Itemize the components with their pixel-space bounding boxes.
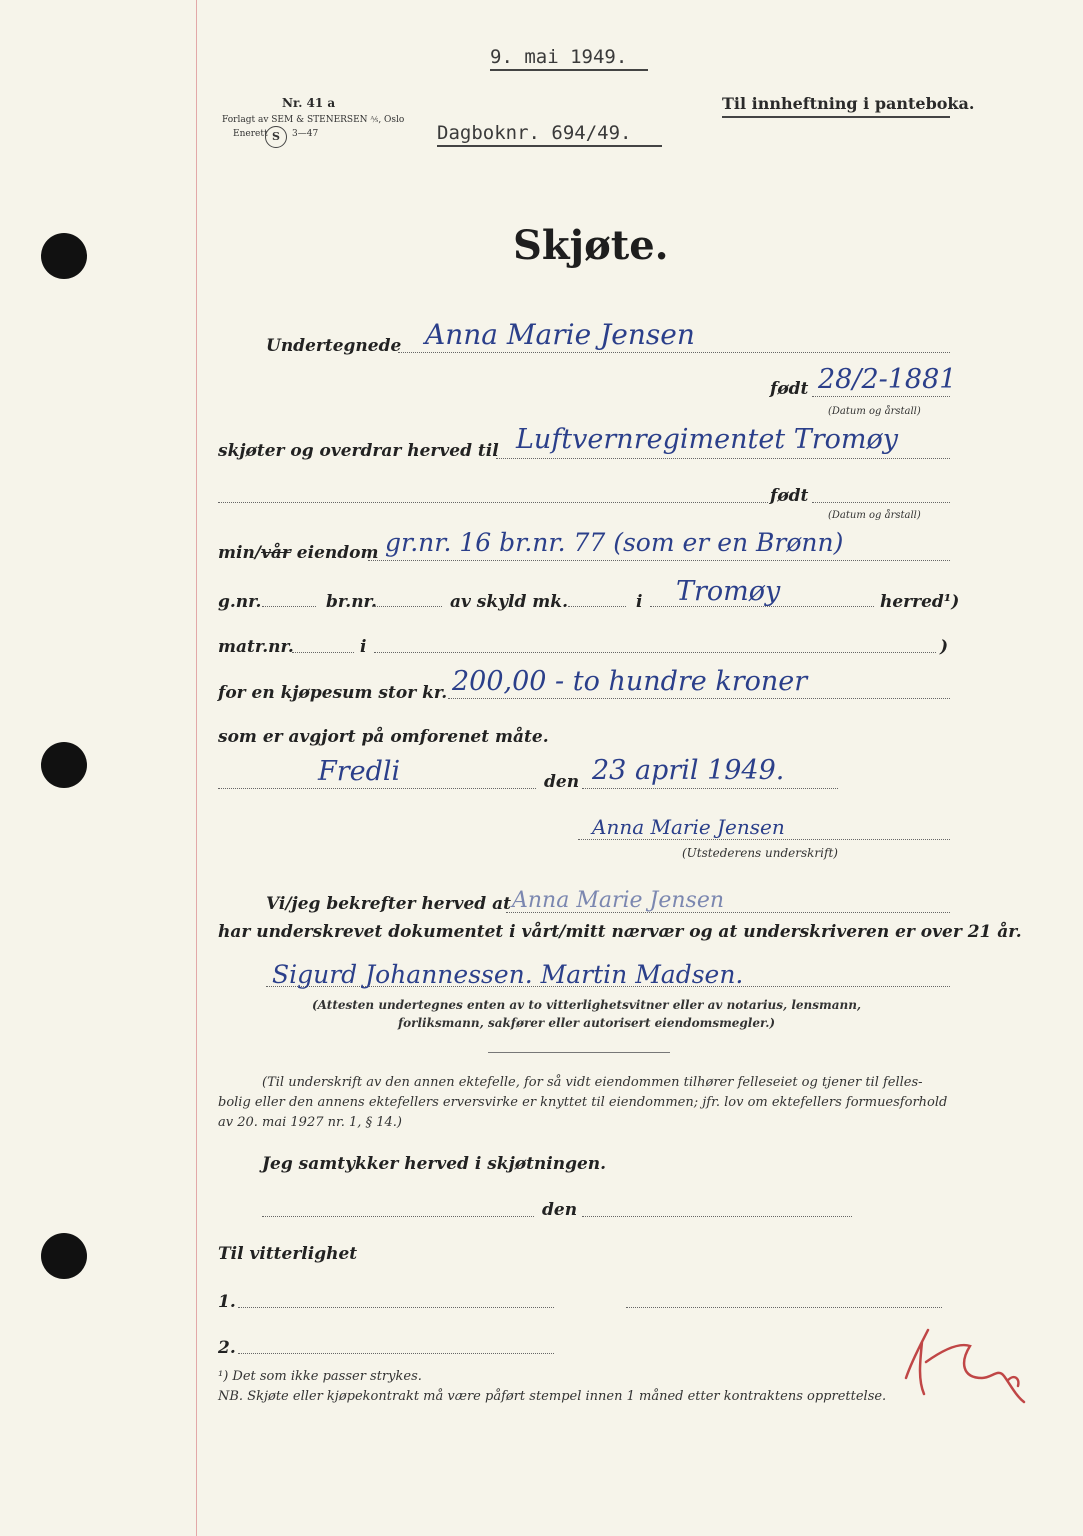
date-stamp: 9. mai 1949. bbox=[490, 46, 628, 68]
attest-label: Vi/jeg bekrefter herved at bbox=[266, 894, 511, 914]
witness-1-line-a bbox=[238, 1307, 554, 1308]
skyld-line bbox=[568, 606, 626, 607]
den-label: den bbox=[544, 772, 580, 792]
attest-hint-1: (Attesten undertegnes enten av to vitterlighetsvitner eller av notarius, lensmann, bbox=[312, 998, 862, 1012]
margin-line bbox=[196, 0, 197, 1536]
separator-line bbox=[488, 1052, 670, 1053]
kjopesum-value: 200,00 - to hundre kroner bbox=[452, 666, 808, 697]
document-title: Skjøte. bbox=[513, 222, 669, 269]
witness-2-line bbox=[238, 1353, 554, 1354]
witness-signatures: Sigurd Johannessen. Martin Madsen. bbox=[272, 960, 744, 989]
attest-statement: har underskrevet dokumentet i vårt/mitt nærvær og at underskriveren er over 21 år. bbox=[218, 922, 1022, 942]
attest-name-value: Anna Marie Jensen bbox=[512, 888, 725, 913]
date-underline bbox=[490, 69, 648, 71]
date-line bbox=[582, 788, 838, 789]
journal-underline bbox=[437, 145, 662, 147]
fodt-label: født bbox=[770, 379, 809, 399]
eiendom-label: min/vår eiendom bbox=[218, 543, 379, 563]
datum-hint: (Datum og årstall) bbox=[828, 406, 921, 417]
witness-1-line-b bbox=[626, 1307, 942, 1308]
consent-place-line bbox=[262, 1216, 534, 1217]
journal-number: Dagboknr. 694/49. bbox=[437, 122, 632, 144]
date-value: 23 april 1949. bbox=[592, 755, 785, 786]
brnr-label: br.nr. bbox=[326, 592, 377, 612]
copyright-line: Enerett bbox=[233, 129, 268, 139]
fodt-value: 28/2-1881 bbox=[818, 364, 957, 395]
skjoter-label: skjøter og overdrar herved til bbox=[218, 441, 499, 461]
matr-close: ) bbox=[940, 637, 949, 657]
signature-line bbox=[578, 839, 950, 840]
datum-hint-2: (Datum og årstall) bbox=[828, 510, 921, 521]
skjoter-line bbox=[496, 458, 950, 459]
spouse-note-1: (Til underskrift av den annen ektefelle, for så vidt eiendommen tilhører felleseiet og tjener til felles- bbox=[262, 1075, 923, 1090]
publisher-line: Forlagt av SEM & STENERSEN ⅍, Oslo bbox=[222, 115, 405, 125]
punch-hole-middle bbox=[41, 742, 87, 788]
footnote-2: NB. Skjøte eller kjøpekontrakt må være påført stempel innen 1 måned etter kontraktens opprettelse. bbox=[218, 1389, 887, 1404]
place-value: Fredli bbox=[318, 756, 401, 787]
avgjort-text: som er avgjort på omforenet måte. bbox=[218, 727, 549, 747]
undertegnede-value: Anna Marie Jensen bbox=[425, 318, 695, 351]
spouse-note-3: av 20. mai 1927 nr. 1, § 14.) bbox=[218, 1115, 402, 1130]
kjopesum-line bbox=[448, 698, 950, 699]
binding-note: Til innheftning i panteboka. bbox=[722, 94, 975, 113]
form-number: Nr. 41 a bbox=[282, 96, 336, 110]
kjopesum-label: for en kjøpesum stor kr. bbox=[218, 683, 448, 703]
consent-text: Jeg samtykker herved i skjøtningen. bbox=[262, 1154, 607, 1174]
matr-i-label: i bbox=[360, 637, 367, 657]
skyld-label: av skyld mk. bbox=[450, 592, 568, 612]
fodt-line bbox=[812, 396, 950, 397]
gnr-label: g.nr. bbox=[218, 592, 262, 612]
spouse-note-2: bolig eller den annens ektefellers erversvirke er knyttet til eiendommen; jfr. lov om ektefellers formuesforhold bbox=[218, 1095, 948, 1110]
gnr-line bbox=[262, 606, 316, 607]
skjoter-value: Luftvernregimentet Tromøy bbox=[516, 424, 899, 455]
herred-value: Tromøy bbox=[676, 576, 781, 607]
punch-hole-bottom bbox=[41, 1233, 87, 1279]
consent-den-label: den bbox=[542, 1200, 578, 1220]
eiendom-value: gr.nr. 16 br.nr. 77 (som er en Brønn) bbox=[385, 528, 844, 557]
signature-value: Anna Marie Jensen bbox=[592, 815, 785, 839]
undertegnede-line bbox=[398, 352, 950, 353]
binding-underline bbox=[722, 116, 950, 118]
initials-mark bbox=[900, 1322, 1040, 1412]
i-label: i bbox=[636, 592, 643, 612]
witness-num-1: 1. bbox=[218, 1292, 236, 1312]
punch-hole-top bbox=[41, 233, 87, 279]
undertegnede-label: Undertegnede bbox=[266, 336, 402, 356]
fodt2-line bbox=[812, 502, 950, 503]
witness-num-2: 2. bbox=[218, 1338, 236, 1358]
fodt2-label: født bbox=[770, 486, 809, 506]
brnr-line bbox=[372, 606, 442, 607]
matr-line bbox=[292, 652, 354, 653]
footnote-1: ¹) Det som ikke passer strykes. bbox=[218, 1369, 422, 1384]
eiendom-line bbox=[368, 560, 950, 561]
attest-hint-2: forliksmann, sakfører eller autorisert eiendomsmegler.) bbox=[398, 1016, 776, 1030]
matr-place-line bbox=[374, 652, 936, 653]
publisher-logo: S bbox=[265, 126, 287, 148]
matr-label: matr.nr. bbox=[218, 637, 294, 657]
herred-label: herred¹) bbox=[880, 592, 960, 612]
place-line bbox=[218, 788, 536, 789]
witness-title: Til vitterlighet bbox=[218, 1244, 358, 1264]
signature-hint: (Utstederens underskrift) bbox=[682, 846, 838, 860]
edition-code: 3—47 bbox=[292, 129, 319, 139]
consent-date-line bbox=[582, 1216, 852, 1217]
blank-line-1 bbox=[218, 502, 768, 503]
